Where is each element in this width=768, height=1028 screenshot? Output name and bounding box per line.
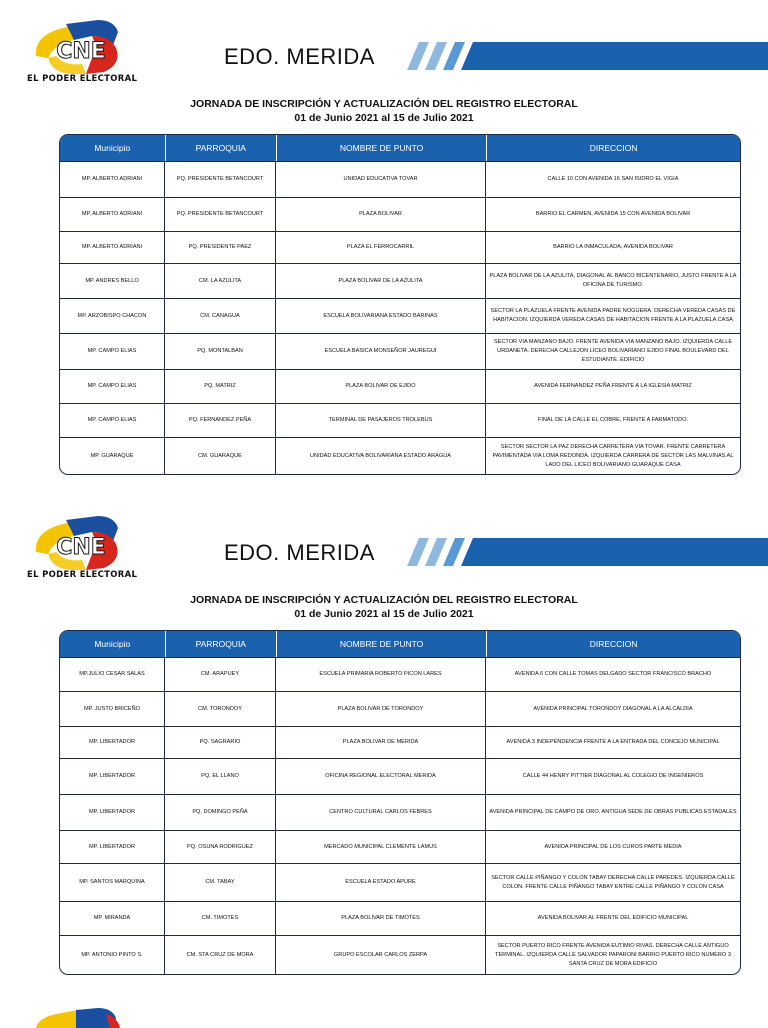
cell-direccion: AVENIDA PRINCIPAL TORONDOY DIAGONAL A LA ALCALDIA [533, 705, 693, 712]
cell-direccion: AVENIDA PRINCIPAL DE CAMPO DE ORO, ANTIGUA SEDE DE OBRAS PUBLICAS ESTADALES [489, 809, 737, 815]
cell-nombre-punto: CENTRO CULTURAL CARLOS FEBRES [276, 795, 486, 830]
cell-nombre-punto: ESCUELA PRIMARIA ROBERTO PICON LARES [276, 658, 486, 691]
cell-municipio: MP. CAMPO ELIAS [60, 370, 165, 403]
cell-nombre-punto: PLAZA BOLIVAR DE EJIDO [276, 370, 486, 403]
cell-nombre-punto: PLAZA BOLIVAR DE TIMOTES [276, 902, 486, 935]
cell-municipio: MP. ANDRES BELLO [60, 264, 165, 298]
cell-parroquia: PQ. FERNANDEZ PEÑA [165, 404, 276, 437]
table-row [60, 758, 740, 794]
table-header [60, 631, 740, 657]
state-heading: EDO. MERIDA [224, 44, 375, 69]
cell-municipio: MP. JUSTO BRICEÑO [60, 692, 165, 726]
title-line-1: JORNADA DE INSCRIPCIÓN Y ACTUALIZACIÓN DEL REGISTRO ELECTORAL [190, 98, 578, 110]
table-row [60, 863, 740, 901]
cell-parroquia: PQ. DOMINGO PEÑA [165, 795, 276, 830]
cell-parroquia: CM. STA CRUZ DE MORA [165, 936, 276, 974]
header-direccion: DIRECCION [589, 143, 638, 153]
cell-parroquia: CM. LA AZULITA [165, 264, 276, 298]
logo-subtitle: EL PODER ELECTORAL [27, 74, 138, 84]
cell-direccion: PLAZA BOLIVAR DE LA AZULITA, DIAGONAL AL BANCO BICENTENARIO, JUSTO FRENTE A LA OFICINA DE TURISMO. [489, 273, 737, 288]
cell-direccion: SECTOR LA PLAZUELA FRENTE AVENIDA PADRE NOGUERA. DERECHA VEREDA CASAS DE HABITACION. IZQUIERDA VEREDA CASAS DE HABITACION FRENTE A LA PLAZUELA CASA [490, 308, 736, 323]
cell-parroquia: PQ. PRESIDENTE PAEZ [165, 232, 276, 263]
cell-direccion: AVENIDA BOLIVAR AL FRENTE DEL EDIFICIO MUNICIPAL [537, 915, 689, 921]
logo-subtitle: EL PODER ELECTORAL [27, 570, 138, 580]
cell-parroquia: CM. TIMOTES [165, 902, 276, 935]
cell-direccion: SECTOR PUERTO RICO FRENTE AVENIDA EUTIMIO RIVAS. DERECHA CALLE ANTIGUO TERMINAL. IZQUIERDA CALLE SALVADOR PAPARONI BARRIO PUERTO RICO NUMERO 3 SANTA CRUZ DE MORA EDIFICIO [495, 942, 731, 967]
title-line-2: 01 de Junio 2021 al 15 de Julio 2021 [294, 608, 474, 620]
cell-direccion: BARRIO EL CARMEN, AVENIDA 15 CON AVENIDA BOLIVAR [535, 211, 691, 217]
cell-direccion: AVENIDA 3 INDEPENDENCIA FRENTE A LA ENTRADA DEL CONCEJO MUNICIPAL [506, 739, 720, 745]
cell-parroquia: PQ. PRESIDENTE BETANCOURT [165, 162, 276, 197]
cell-nombre-punto: PLAZA BOLIVAR DE MERIDA [276, 727, 486, 758]
cell-nombre-punto: PLAZA BOLIVAR [276, 198, 486, 231]
cell-municipio: MP. CAMPO ELIAS [60, 404, 165, 437]
cell-municipio: MP. ALBERTO ADRIANI [60, 198, 165, 231]
header-nombre-punto: NOMBRE DE PUNTO [277, 135, 487, 161]
cell-parroquia: CM. TABAY [165, 864, 276, 901]
decorative-stripes [395, 42, 768, 70]
header-nombre-punto: NOMBRE DE PUNTO [277, 631, 487, 657]
cell-nombre-punto: PLAZA BOLIVAR DE LA AZULITA [276, 264, 486, 298]
cell-municipio: MP. ALBERTO ADRIANI [60, 162, 165, 197]
table-row [60, 197, 740, 231]
header-direccion: DIRECCION [589, 639, 638, 649]
cell-nombre-punto: TERMINAL DE PASAJEROS TROLEBUS [276, 404, 486, 437]
cell-nombre-punto: ESCUELA ESTADO APURE [276, 864, 486, 901]
cell-municipio: MP.JULIO CESAR SALAS [60, 658, 165, 691]
cell-direccion: SECTOR SECTOR LA PAZ DERECHA CARRETERA VIA TOVAR. FRENTE CARRETERA PAVIMENTADA VIA LOMA REDONDA. IZQUIERDA CARRERA DE SECTOR LAS MALVINAS AL LADO DEL LICEO BOLIVARIANO GUARAQUE CASA [492, 443, 734, 468]
cell-nombre-punto: UNIDAD EDUCATIVA BOLIVARIANA ESTADO ARAGUA [276, 438, 486, 474]
cell-parroquia: PQ. OSUNA RODRIGUEZ [165, 831, 276, 863]
table-row [60, 403, 740, 437]
logo-text: CNE [56, 39, 106, 64]
registration-points-table [59, 630, 741, 975]
cell-direccion: FINAL DE LA CALLE EL COBRE, FRENTE A FARMATODO. [537, 417, 689, 423]
logo-text: CNE [56, 535, 106, 560]
cell-municipio: MP. LIBERTADOR [60, 831, 165, 863]
cell-parroquia: CM. CANAGUA [165, 299, 276, 333]
cell-direccion: SECTOR VIA MANZANO BAJO. FRENTE AVENIDA VIA MANZANO BAJO. IZQUIERDA CALLE URDANETA. DERECHA CALLEJON LICEO BOLIVARIANO EJIDO FINAL BOULEVARD DEL ESTUDIANTE. EDIFICIO [493, 339, 733, 363]
decorative-stripes [395, 538, 768, 566]
cell-nombre-punto: ESCUELA BOLIVARIANA ESTADO BARINAS [276, 299, 486, 333]
header-municipio: Municipio [60, 631, 166, 657]
table-row [60, 333, 740, 369]
cell-parroquia: PQ. EL LLANO [165, 759, 276, 794]
cell-direccion: AVENIDA 6 CON CALLE TOMAS DELGADO SECTOR FRANCISCO BRACHO [514, 671, 712, 677]
title-line-1: JORNADA DE INSCRIPCIÓN Y ACTUALIZACIÓN DEL REGISTRO ELECTORAL [190, 594, 578, 606]
cell-nombre-punto: PLAZA EL FERROCARRIL [276, 232, 486, 263]
cell-direccion: CALLE 10 CON AVENIDA 16 SAN ISIDRO EL VIGIA [547, 176, 679, 182]
table-row [60, 901, 740, 935]
table-row [60, 161, 740, 197]
table-row [60, 298, 740, 333]
table-header [60, 135, 740, 161]
cell-parroquia: CM. GUARAQUE [165, 438, 276, 474]
cell-nombre-punto: GRUPO ESCOLAR CARLOS ZERPA [276, 936, 486, 974]
cell-direccion: BARRIO LA INMACULADA, AVENIDA BOLIVAR [553, 244, 673, 250]
table-row [60, 369, 740, 403]
table-row [60, 830, 740, 863]
cell-municipio: MP. LIBERTADOR [60, 759, 165, 794]
document-page-2 [0, 496, 768, 992]
table-row [60, 437, 740, 474]
document-page-1 [0, 0, 768, 496]
cell-parroquia: PQ. PRESIDENTE BETANCOURT [165, 198, 276, 231]
cell-nombre-punto: UNIDAD EDUCATIVA TOVAR [276, 162, 486, 197]
cell-municipio: MP. LIBERTADOR [60, 795, 165, 830]
cell-nombre-punto: OFICINA REGIONAL ELECTORAL MERIDA [276, 759, 486, 794]
cell-nombre-punto: ESCUELA BASICA MONSEÑOR JAUREGUI [276, 334, 486, 369]
cell-parroquia: PQ. SAGRARIO [165, 727, 276, 758]
cell-parroquia: PQ. MONTALBAN [165, 334, 276, 369]
cell-municipio: MP. SANTOS MARQUINA [60, 864, 165, 901]
state-heading: EDO. MERIDA [224, 540, 375, 565]
document-title [0, 97, 768, 125]
table-row [60, 263, 740, 298]
cell-municipio: MP. LIBERTADOR [60, 727, 165, 758]
table-row [60, 794, 740, 830]
cell-municipio: MP. ALBERTO ADRIANI [60, 232, 165, 263]
cell-nombre-punto: PLAZA BOLIVAR DE TORONDOY [276, 692, 486, 726]
cne-logo-partial [26, 1008, 136, 1028]
cell-direccion: AVENIDA PRINCIPAL DE LOS CUROS PARTE MEDIA [544, 843, 682, 850]
table-row [60, 691, 740, 726]
cell-direccion: AVENIDA FERNANDEZ PEÑA FRENTE A LA IGLESIA MATRIZ [534, 383, 692, 389]
header-parroquia: PARROQUIA [166, 631, 278, 657]
cell-municipio: MP. GUARAQUE [60, 438, 165, 474]
header-parroquia: PARROQUIA [166, 135, 278, 161]
cell-direccion: CALLE 44 HENRY PITTIER DIAGONAL AL COLEGIO DE INGENIEROS [522, 773, 704, 779]
cell-parroquia: CM. ARAPUEY [165, 658, 276, 691]
cell-nombre-punto: MERCADO MUNICIPAL CLEMENTE LAMUS [276, 831, 486, 863]
cell-municipio: MP. ANTONIO PINTO S. [60, 936, 165, 974]
document-title [0, 593, 768, 621]
registration-points-table [59, 134, 741, 475]
cell-municipio: MP. MIRANDA [60, 902, 165, 935]
cell-parroquia: PQ. MATRIZ [165, 370, 276, 403]
table-row [60, 231, 740, 263]
cell-municipio: MP. ARZOBISPO CHACON [60, 299, 165, 333]
table-row [60, 935, 740, 974]
header-municipio: Municipio [60, 135, 166, 161]
cell-parroquia: CM. TORONDOY [165, 692, 276, 726]
cell-direccion: SECTOR CALLE PIÑANGO Y COLON TABAY DERECHA CALLE PAREDES. IZQUIERDA CALLE COLON. FRENTE CALLE PIÑANGO TABAY ENTRE CALLE PIÑANGO Y COLON CASA [491, 874, 735, 890]
cell-municipio: MP. CAMPO ELIAS [60, 334, 165, 369]
table-row [60, 726, 740, 758]
table-row [60, 657, 740, 691]
title-line-2: 01 de Junio 2021 al 15 de Julio 2021 [294, 112, 474, 124]
